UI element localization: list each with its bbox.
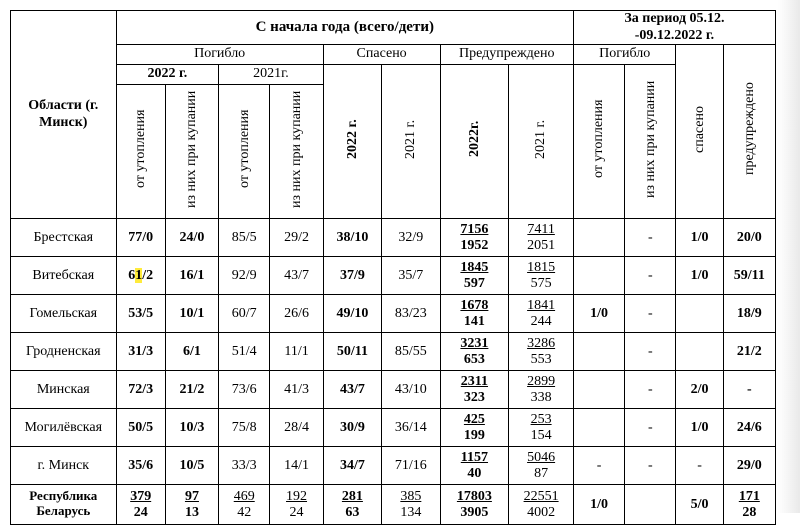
cell: 6/1 [165,333,218,371]
saved-2021-header [382,65,440,219]
cell [440,447,509,485]
cell: 1/0 [676,219,723,257]
region-column-header [11,11,117,219]
value-children: 3905 [460,504,489,520]
prevented-2022-label: 2022г. [466,120,482,158]
cell: 10/3 [165,409,218,447]
value-children: 1952 [460,237,489,253]
cell: 37/9 [323,257,381,295]
value-children: 244 [530,313,552,329]
cell: 11/1 [270,333,323,371]
value-total: 379 [130,488,152,504]
cell: - [573,447,624,485]
saved-2022-label: 2022 г. [344,119,360,159]
cell [440,295,509,333]
value-children: 24 [289,504,304,520]
cell: 35/7 [382,257,440,295]
cell: 26/6 [270,295,323,333]
value-children: 24 [133,504,148,520]
prevented-header: Предупреждено [440,45,573,65]
cell [165,485,218,525]
table-row [11,409,776,447]
cell: 18/9 [723,295,775,333]
period-bathing-label: из них при купании [642,80,658,198]
cell: - [625,447,676,485]
cell: 51/4 [219,333,270,371]
cell [723,485,775,525]
cell [676,333,723,371]
value-total: 7411 [527,221,555,237]
value-total: 281 [341,488,363,504]
value-part: 6 [128,267,136,283]
died-2022-header: 2022 г. [116,65,219,85]
cell: 73/6 [219,371,270,409]
total-label: Республика Беларусь [29,488,98,519]
region-name: Брестская [11,219,117,257]
cell [440,409,509,447]
saved-2022-header [323,65,381,219]
cell: 72/3 [116,371,165,409]
drowning-2021-label: от утопления [236,109,252,189]
value-children: 141 [463,313,485,329]
since-year-header: С начала года (всего/дети) [116,11,573,45]
value-children: 553 [530,351,552,367]
cell: 16/1 [165,257,218,295]
value-total: 2311 [460,373,489,389]
saved-header: Спасено [323,45,440,65]
period-header [573,11,775,45]
cell [440,485,509,525]
bathing-2021-header [270,85,323,219]
period-saved-label: спасено [691,105,707,153]
cell: 21/2 [723,333,775,371]
value-total: 1157 [460,449,489,465]
cell: 85/55 [382,333,440,371]
bathing-2022-header [165,85,218,219]
value-total: 5046 [527,449,556,465]
value-children: 13 [184,504,199,520]
cell [219,485,270,525]
value-children: 87 [534,465,549,481]
cell [116,485,165,525]
value-total: 192 [286,488,308,504]
bathing-2021-label: из них при купании [288,90,304,208]
cell: - [676,447,723,485]
cell: 1/0 [573,485,624,525]
table-row [11,295,776,333]
cell: 2/0 [676,371,723,409]
cell: 1/0 [676,409,723,447]
value-total: 1845 [460,259,489,275]
value-children: 2051 [527,237,556,253]
value-children: 134 [400,504,422,520]
period-bathing-header [625,65,676,219]
region-column-label: Области (г. Минск) [28,98,99,130]
cell: 75/8 [219,409,270,447]
cell: 33/3 [219,447,270,485]
period-prevented-header [723,45,775,219]
table-row [11,257,776,295]
region-name [11,485,117,525]
value-children: 323 [463,389,485,405]
drowning-2022-label: от утопления [133,109,148,189]
cell: 83/23 [382,295,440,333]
prevented-2021-label: 2021 г. [533,119,549,159]
cell [509,333,574,371]
cell: 85/5 [219,219,270,257]
cell: 36/14 [382,409,440,447]
cell: - [625,333,676,371]
value-children: 575 [530,275,552,291]
drowning-2022-header [116,85,165,219]
value-part: /2 [142,267,154,283]
cell: 29/2 [270,219,323,257]
period-saved-header [676,45,723,219]
value-total: 1841 [527,297,556,313]
bathing-2022-label: из них при купании [184,90,200,208]
cell: 35/6 [116,447,165,485]
cell: - [723,371,775,409]
period-drowning-header [573,65,624,219]
value-total: 171 [738,488,760,504]
table-row [11,333,776,371]
value-children: 199 [463,427,485,443]
cell: - [625,409,676,447]
region-name: Минская [11,371,117,409]
cell: 5/0 [676,485,723,525]
cell [440,333,509,371]
cell: 50/5 [116,409,165,447]
cell: 71/16 [382,447,440,485]
cell [509,409,574,447]
cell [509,371,574,409]
table-row [11,371,776,409]
cell: 1/0 [676,257,723,295]
period-prevented-label: предупреждено [741,82,757,176]
cell: 24/0 [165,219,218,257]
table-row [11,447,776,485]
highlighted-digit: 1 [135,267,143,283]
saved-2021-label: 2021 г. [403,119,419,159]
cell [509,295,574,333]
cell [509,485,574,525]
value-children: 40 [467,465,482,481]
value-children: 63 [345,504,360,520]
window-top-strip [0,0,800,10]
cell [573,257,624,295]
cell: 60/7 [219,295,270,333]
cell [676,295,723,333]
region-name: г. Минск [11,447,117,485]
value-total: 425 [463,411,485,427]
value-total: 2899 [527,373,556,389]
cell: 38/10 [323,219,381,257]
cell [440,257,509,295]
cell [323,485,381,525]
period-drowning-label: от утопления [591,99,607,179]
statistics-table [10,10,776,525]
prevented-2021-header [509,65,574,219]
cell: 50/11 [323,333,381,371]
cell: 10/1 [165,295,218,333]
cell [573,371,624,409]
cell [625,485,676,525]
cell [440,219,509,257]
cell: 53/5 [116,295,165,333]
region-name: Витебская [11,257,117,295]
region-name: Могилёвская [11,409,117,447]
cell: 24/6 [723,409,775,447]
cell: 77/0 [116,219,165,257]
cell: 30/9 [323,409,381,447]
value-children: 42 [237,504,252,520]
cell: 92/9 [219,257,270,295]
cell: - [625,295,676,333]
value-total: 1815 [527,259,556,275]
cell [270,485,323,525]
cell: 20/0 [723,219,775,257]
value-total: 3231 [460,335,489,351]
cell: 28/4 [270,409,323,447]
value-total: 1678 [460,297,489,313]
cell [509,219,574,257]
cell: 49/10 [323,295,381,333]
cell: 43/7 [270,257,323,295]
value-total: 253 [530,411,552,427]
cell: 31/3 [116,333,165,371]
cell: 59/11 [723,257,775,295]
died-2021-header: 2021г. [219,65,324,85]
total-row [11,485,776,525]
cell [573,333,624,371]
cell [440,371,509,409]
period-died-header: Погибло [573,45,676,65]
value-total: 385 [400,488,422,504]
cell [509,257,574,295]
value-children: 4002 [527,504,556,520]
cell: 41/3 [270,371,323,409]
value-total: 17803 [456,488,492,504]
prevented-2022-header [440,65,509,219]
cell: - [625,219,676,257]
value-children: 338 [530,389,552,405]
cell [509,447,574,485]
period-label: За период 05.12. -09.12.2022 г. [624,11,725,43]
cell: - [625,257,676,295]
region-name: Гомельская [11,295,117,333]
value-children: 653 [463,351,485,367]
value-children: 597 [463,275,485,291]
cell [116,257,165,295]
cell: 34/7 [323,447,381,485]
cell: 43/7 [323,371,381,409]
value-children: 154 [530,427,552,443]
value-total: 3286 [527,335,556,351]
value-total: 469 [233,488,255,504]
cell: 43/10 [382,371,440,409]
cell: - [625,371,676,409]
cell [573,409,624,447]
cell: 1/0 [573,295,624,333]
cell [573,219,624,257]
cell: 32/9 [382,219,440,257]
cell: 14/1 [270,447,323,485]
value-total: 7156 [460,221,489,237]
region-name: Гродненская [11,333,117,371]
drowning-2021-header [219,85,270,219]
value-children: 28 [742,504,757,520]
cell: 29/0 [723,447,775,485]
died-header: Погибло [116,45,323,65]
cell: 10/5 [165,447,218,485]
window-shadow [778,0,800,513]
value-total: 22551 [523,488,559,504]
cell [382,485,440,525]
cell: 21/2 [165,371,218,409]
table-row [11,219,776,257]
value-total: 97 [184,488,199,504]
